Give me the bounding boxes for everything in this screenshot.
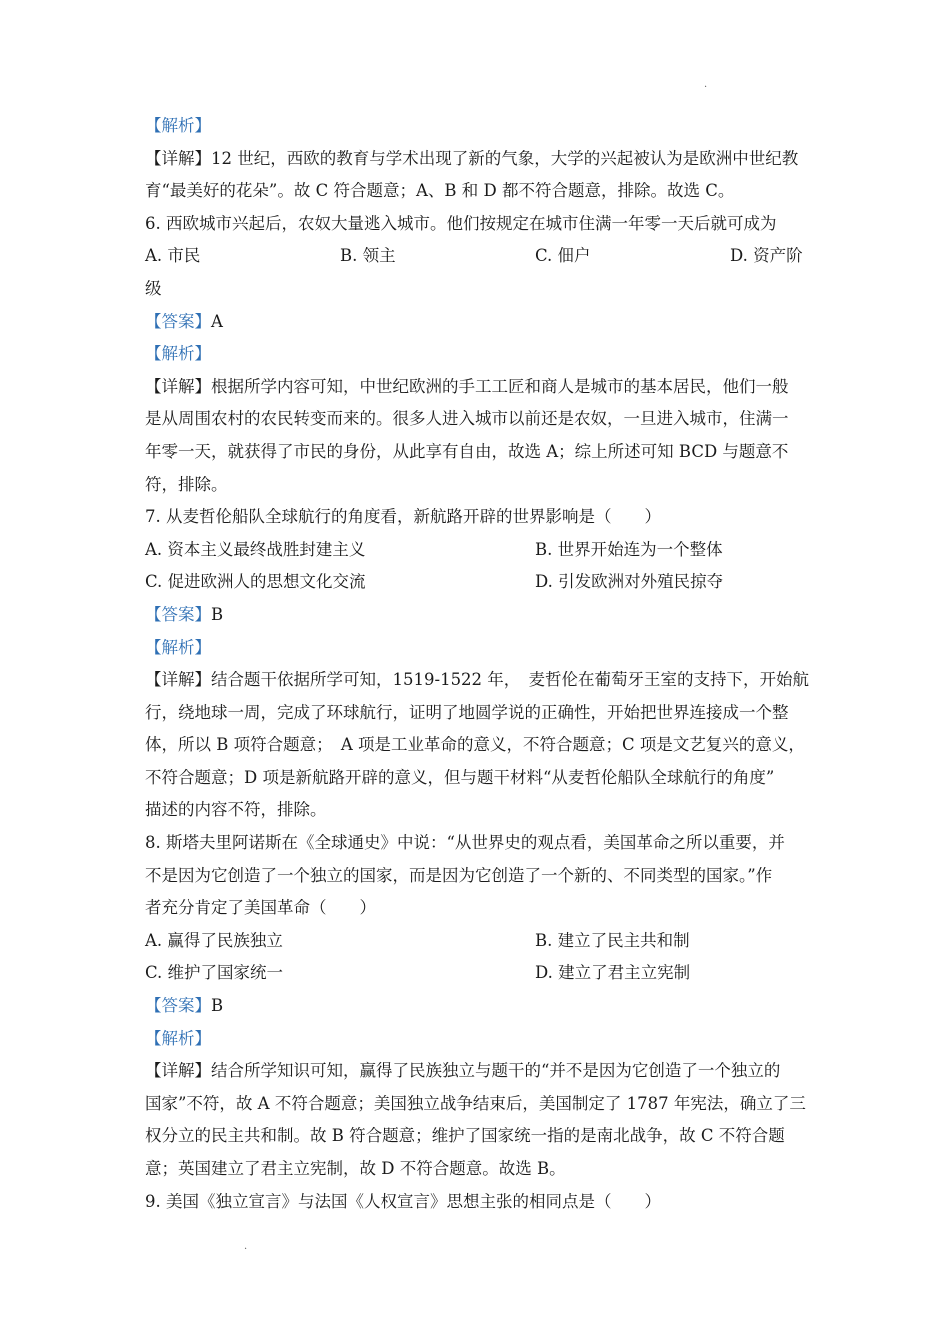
q6-option-a: A. 市民 [145,246,201,266]
q7-detail-line-5: 描述的内容不符，排除。 [145,800,327,820]
q7-option-b: B. 世界开始连为一个整体 [535,539,723,559]
q6-analysis-tag: 【解析】 [145,344,211,364]
q6-option-c: C. 佃户 [535,246,591,266]
q8-stem-line-1: 8. 斯塔夫里阿诺斯在《全球通史》中说：“从世界史的观点看，美国革命之所以重要，并 [145,833,785,853]
q7-detail-line-1 [145,664,810,697]
q8-answer-value: B [211,996,224,1016]
q9-stem: 9. 美国《独立宣言》与法国《人权宣言》思想主张的相同点是（ ） [145,1191,661,1211]
q7-detail-line-2: 行，绕地球一周，完成了环球航行，证明了地圆学说的正确性，开始把世界连接成一个整 [145,702,789,722]
q7-option-c: C. 促进欧洲人的思想文化交流 [145,572,366,592]
q8-detail-text-1: 结合所学知识可知，赢得了民族独立与题干的“并不是因为它创造了一个独立的 [211,1061,781,1081]
q8-options-row-1 [145,925,810,958]
q6-answer-value: A [211,311,223,331]
q7-option-d: D. 引发欧洲对外殖民掠夺 [535,572,724,592]
q6-answer-tag: 【答案】 [145,311,211,331]
q6-detail-line-1 [145,371,810,404]
q8-stem-line-3: 者充分肯定了美国革命（ ） [145,898,376,918]
q5-detail-text-1: 12 世纪，西欧的教育与学术出现了新的气象，大学的兴起被认为是欧洲中世纪教 [211,148,799,168]
q7-analysis-tag: 【解析】 [145,637,211,657]
q6-stem: 6. 西欧城市兴起后，农奴大量逃入城市。他们按规定在城市住满一年零一天后就可成为 [145,213,777,233]
q7-stem: 7. 从麦哲伦船队全球航行的角度看，新航路开辟的世界影响是（ ） [145,507,661,527]
q6-detail-text-1: 根据所学内容可知，中世纪欧洲的手工工匠和商人是城市的基本居民，他们一般 [211,376,789,396]
q6-option-d: D. 资产阶 [730,246,803,266]
q5-detail-line-1 [145,143,810,176]
q8-detail-line-2: 国家”不符，故 A 不符合题意；美国独立战争结束后，美国制定了 1787 年宪法，确立了三 [145,1093,806,1113]
q8-detail-line-4: 意；英国建立了君主立宪制，故 D 不符合题意。故选 B。 [145,1159,566,1178]
q8-option-b: B. 建立了民主共和制 [535,930,690,950]
q8-answer-tag: 【答案】 [145,996,211,1016]
q5-detail-line-2: 育“最美好的花朵”。故 C 符合题意；A、B 和 D 都不符合题意，排除。故选 C。 [145,181,735,201]
q6-option-d-continued: 级 [145,278,162,298]
q6-detail-tag: 【详解】 [145,376,211,396]
q6-detail-line-2: 是从周围农村的农民转变而来的。很多人进入城市以前还是农奴，一旦进入城市，住满一 [145,409,789,429]
q7-detail-text-1: 结合题干依据所学可知，1519-1522 年， 麦哲伦在葡萄牙王室的支持下，开始航 [211,670,810,690]
q8-detail-tag: 【详解】 [145,1061,211,1081]
q8-detail-line-3: 权分立的民主共和制。故 B 符合题意；维护了国家统一指的是南北战争，故 C 不符合题 [145,1126,785,1146]
q7-options-row-1 [145,534,810,567]
q7-detail-line-3: 体，所以 B 项符合题意； A 项是工业革命的意义，不符合题意；C 项是文艺复兴的意义， [145,735,805,755]
q8-analysis-tag: 【解析】 [145,1028,211,1048]
q8-stem-line-2: 不是因为它创造了一个独立的国家，而是因为它创造了一个新的、不同类型的国家。”作 [145,865,773,885]
q7-answer-tag: 【答案】 [145,604,211,624]
document-body [145,110,810,1218]
q5-analysis-tag: 【解析】 [145,116,211,135]
q8-options-row-2 [145,957,810,990]
q7-answer-line [145,599,810,632]
q6-answer-line [145,306,810,339]
header-dot-mark: · [704,82,708,93]
q7-detail-line-4: 不符合题意；D 项是新航路开辟的意义，但与题干材料“从麦哲伦船队全球航行的角度” [145,767,775,787]
q8-detail-line-1 [145,1055,810,1088]
q6-options [145,240,810,273]
q6-detail-line-3: 年零一天，就获得了市民的身份，从此享有自由，故选 A；综上所述可知 BCD 与题意不 [145,441,789,461]
q8-option-c: C. 维护了国家统一 [145,963,284,983]
q8-option-d: D. 建立了君主立宪制 [535,963,691,983]
q5-detail-tag: 【详解】 [145,148,211,168]
q8-option-a: A. 赢得了民族独立 [145,930,283,950]
q7-option-a: A. 资本主义最终战胜封建主义 [145,539,366,559]
q7-detail-tag: 【详解】 [145,670,211,690]
q6-detail-line-4: 符，排除。 [145,474,228,494]
q7-answer-value: B [211,604,224,624]
q8-answer-line [145,990,810,1023]
q7-options-row-2 [145,566,810,599]
footer-dot-mark: · [244,1244,248,1255]
q6-option-b: B. 领主 [340,246,396,266]
